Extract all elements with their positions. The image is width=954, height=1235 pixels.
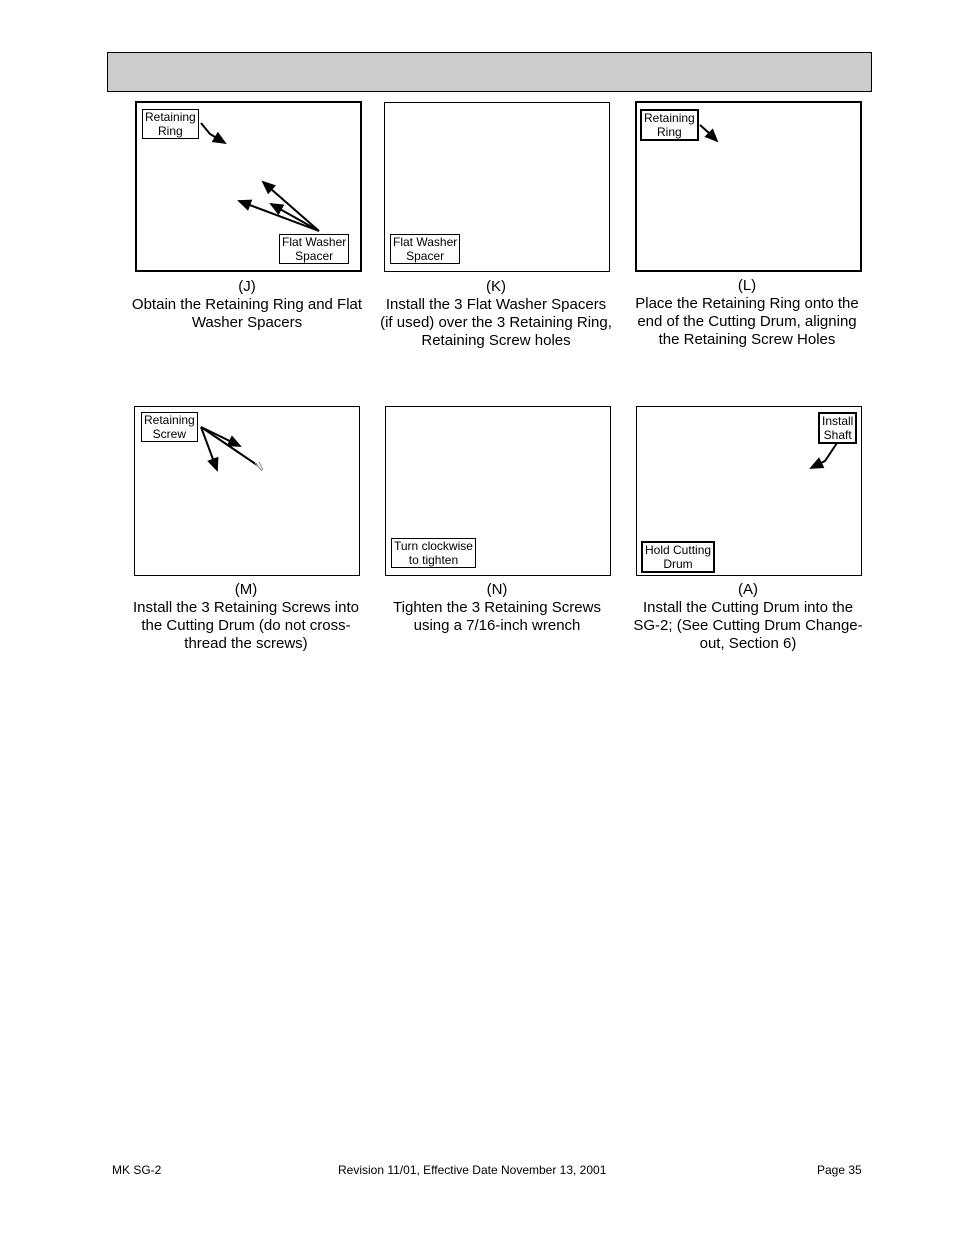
step-k-photo	[384, 102, 610, 272]
step-k-caption	[378, 278, 614, 350]
callout-retaining-ring: Retaining Ring	[640, 109, 699, 141]
step-letter: (N)	[486, 581, 508, 598]
step-text: Obtain the Retaining Ring and Flat Washer Spacers	[131, 296, 363, 331]
callout-flat-washer-spacer: Flat Washer Spacer	[390, 234, 460, 264]
leader-line	[263, 182, 319, 231]
step-j-caption	[129, 278, 365, 332]
callout-retaining-ring: Retaining Ring	[142, 109, 199, 139]
leader-line	[201, 427, 257, 465]
step-n-caption	[379, 581, 615, 635]
step-text: Install the 3 Retaining Screws into the Cutting Drum (do not cross-thread the screws)	[133, 599, 359, 652]
step-a-caption	[630, 581, 866, 653]
footer-document-id: MK SG-2	[112, 1163, 162, 1177]
callout-flat-washer-spacer: Flat Washer Spacer	[279, 234, 349, 264]
step-letter: (J)	[238, 278, 256, 295]
callout-turn-clockwise: Turn clockwise to tighten	[391, 538, 476, 568]
callout-hold-cutting-drum: Hold Cutting Drum	[641, 541, 715, 573]
step-letter: (M)	[234, 581, 258, 598]
step-n-photo	[385, 406, 611, 576]
leader-line	[700, 125, 717, 141]
step-letter: (A)	[738, 581, 758, 598]
step-text: Tighten the 3 Retaining Screws using a 7/16-inch wrench	[393, 599, 601, 634]
section-header-bar	[107, 52, 872, 92]
step-m-photo	[134, 406, 360, 576]
footer-revision: Revision 11/01, Effective Date November 13, 2001	[338, 1163, 607, 1177]
step-text: Install the Cutting Drum into the SG-2; (See Cutting Drum Change-out, Section 6)	[633, 599, 863, 652]
step-letter: (L)	[737, 277, 757, 294]
leader-line	[201, 123, 225, 143]
leader-line	[811, 443, 837, 468]
step-a-photo	[636, 406, 862, 576]
step-l-caption	[629, 277, 865, 349]
leader-line	[271, 204, 319, 231]
callout-install-shaft: Install Shaft	[818, 412, 857, 444]
step-m-caption	[128, 581, 364, 653]
step-text: Install the 3 Flat Washer Spacers (if used) over the 3 Retaining Ring, Retaining Screw holes	[380, 296, 612, 349]
leader-line	[239, 201, 319, 231]
step-l-photo	[635, 101, 862, 272]
step-text: Place the Retaining Ring onto the end of the Cutting Drum, aligning the Retaining Screw Holes	[635, 295, 859, 348]
step-j-photo	[135, 101, 362, 272]
step-letter: (K)	[486, 278, 506, 295]
footer-page-number: Page 35	[817, 1163, 862, 1177]
callout-retaining-screw: Retaining Screw	[141, 412, 198, 442]
